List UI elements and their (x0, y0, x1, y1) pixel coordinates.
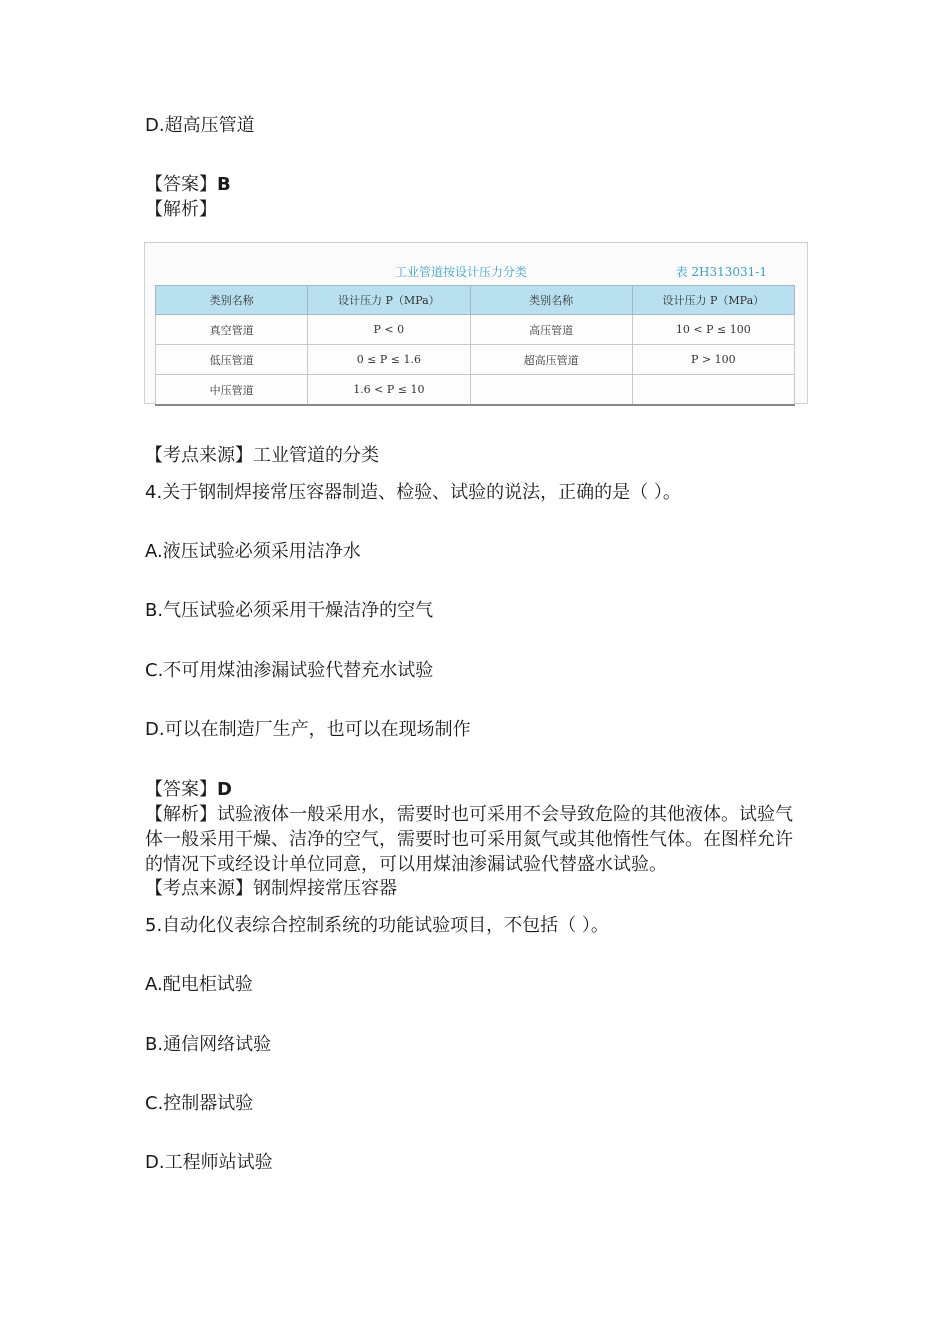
table-cell: 中压管道 (156, 375, 308, 406)
q5-option-d: D.工程师站试验 (145, 1152, 273, 1173)
q4-question: 4.关于钢制焊接常压容器制造、检验、试验的说法，正确的是（ ）。 (145, 482, 681, 503)
answer-label: 【答案】 (145, 779, 217, 800)
header-cell: 设计压力 P（MPa） (308, 286, 470, 315)
table-row (156, 345, 795, 375)
header-cell: 设计压力 P（MPa） (632, 286, 794, 315)
table-cell: 真空管道 (156, 315, 308, 345)
q3-analysis-label: 【解析】 (145, 199, 217, 220)
q4-option-a: A.液压试验必须采用洁净水 (145, 541, 361, 562)
q4-option-d: D.可以在制造厂生产，也可以在现场制作 (145, 719, 471, 740)
table-cell (470, 375, 632, 406)
table-row (156, 315, 795, 345)
q4-option-b: B.气压试验必须采用干燥洁净的空气 (145, 600, 434, 621)
table-cell: 0 ≤ P ≤ 1.6 (308, 345, 470, 375)
table-cell: 10 < P ≤ 100 (632, 315, 794, 345)
table-cell: 1.6 < P ≤ 10 (308, 375, 470, 406)
header-cell: 类别名称 (470, 286, 632, 315)
q5-option-a: A.配电柜试验 (145, 974, 253, 995)
table-cell: 高压管道 (470, 315, 632, 345)
table-cell: P > 100 (632, 345, 794, 375)
q4-source: 【考点来源】钢制焊接常压容器 (145, 878, 397, 899)
header-cell: 类别名称 (156, 286, 308, 315)
answer-label: 【答案】 (145, 174, 217, 195)
answer-value: D (217, 779, 232, 800)
q4-analysis: 【解析】试验液体一般采用水，需要时也可采用不会导致危险的其他液体。试验气体一般采用干燥、洁净的空气，需要时也可采用氮气或其他惰性气体。在图样允许的情况下或经设计单位同意，可以用煤油渗漏试验代替盛水试验。 (145, 804, 793, 875)
table-cell (632, 375, 794, 406)
pressure-table (155, 285, 795, 406)
q4-option-c: C.不可用煤油渗漏试验代替充水试验 (145, 660, 434, 681)
q5-option-b: B.通信网络试验 (145, 1034, 272, 1055)
table-header-row (156, 286, 795, 315)
answer-value: B (217, 174, 231, 195)
q5-question: 5.自动化仪表综合控制系统的功能试验项目，不包括（ ）。 (145, 915, 609, 936)
q3-source: 【考点来源】工业管道的分类 (145, 445, 379, 466)
figure-title: 工业管道按设计压力分类 (395, 265, 528, 279)
table-cell: 低压管道 (156, 345, 308, 375)
table-row (156, 375, 795, 406)
q3-option-d: D.超高压管道 (145, 115, 255, 136)
q4-answer (145, 778, 232, 802)
table-cell: P < 0 (308, 315, 470, 345)
q3-answer (145, 173, 231, 197)
table-cell: 超高压管道 (470, 345, 632, 375)
figure-number: 表 2H313031-1 (675, 265, 767, 279)
pipeline-pressure-figure (144, 242, 808, 404)
q5-option-c: C.控制器试验 (145, 1093, 254, 1114)
